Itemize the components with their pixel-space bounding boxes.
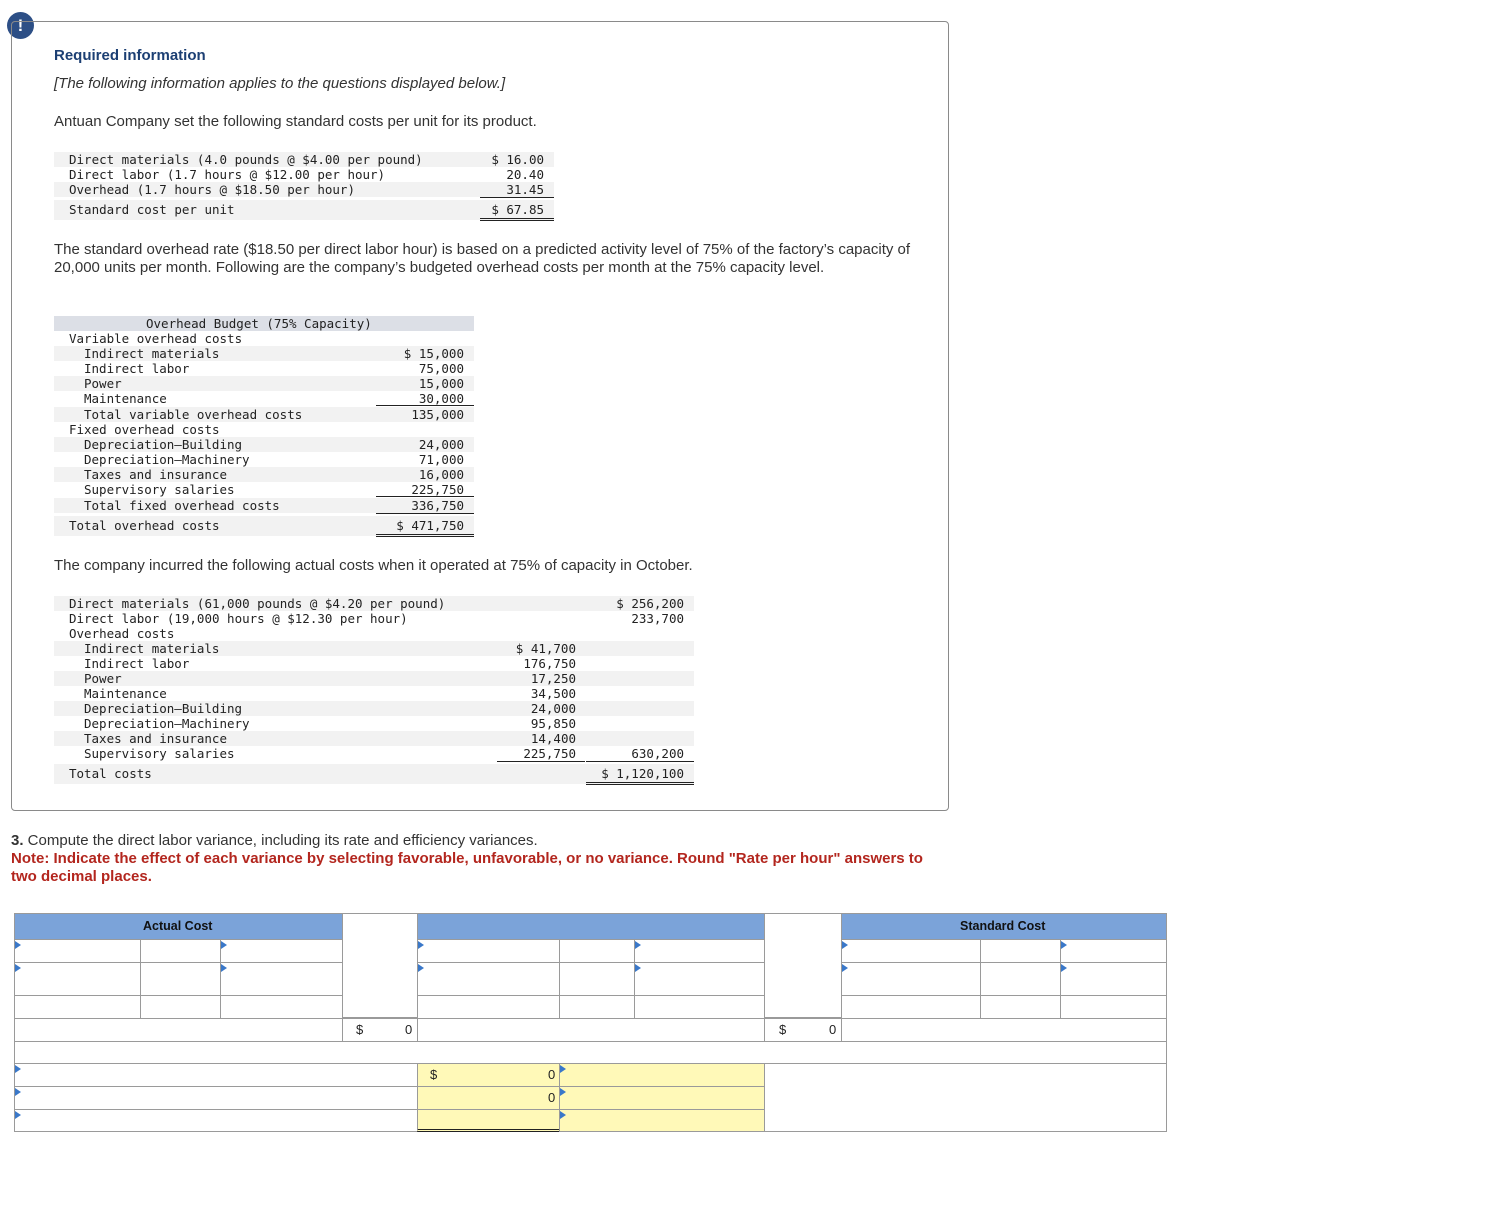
efficiency-variance-effect-dropdown[interactable]	[559, 1086, 765, 1110]
standard-row2-dropdown[interactable]	[841, 962, 981, 996]
dropdown-arrow-icon	[418, 941, 424, 949]
actual-row-materials	[54, 596, 694, 611]
actual-value: 95,850	[530, 716, 576, 731]
dropdown-arrow-icon	[418, 964, 424, 972]
budget-value: $ 15,000	[403, 346, 464, 361]
actual-total-currency: $	[356, 1022, 364, 1037]
actual-row2-dropdown[interactable]	[14, 962, 141, 996]
actual-costs-paragraph: The company incurred the following actual costs when it operated at 75% of capacity in October.	[54, 557, 693, 574]
spacer-row	[14, 1041, 1167, 1064]
actual-overhead-row	[54, 731, 694, 746]
budget-value: 75,000	[418, 361, 464, 376]
standard-rate-dropdown[interactable]	[1060, 939, 1167, 963]
actual-label: Depreciation—Machinery	[84, 716, 250, 731]
total-variance-label-dropdown[interactable]	[14, 1109, 418, 1132]
budget-label: Total overhead costs	[69, 518, 220, 533]
budget-label: Power	[84, 376, 122, 391]
question-note: Note: Indicate the effect of each variance by selecting favorable, unfavorable, or no variance. Round "Rate per hour" answers to two decimal places.	[11, 850, 923, 885]
actual-label: Direct labor (19,000 hours @ $12.30 per hour)	[69, 611, 408, 626]
total-variance-effect-dropdown[interactable]	[559, 1109, 765, 1132]
actual-row2-input[interactable]	[140, 962, 221, 996]
actual-overhead-total: 630,200	[631, 746, 684, 761]
overhead-budget-title	[54, 316, 474, 331]
actual-hours-label-dropdown[interactable]	[14, 939, 141, 963]
budget-row	[54, 346, 474, 361]
required-info-title: Required information	[54, 47, 206, 64]
dropdown-arrow-icon	[635, 941, 641, 949]
budget-row	[54, 361, 474, 376]
budget-label: Depreciation—Machinery	[84, 452, 250, 467]
spacer-col-2	[764, 913, 842, 1018]
actual-value: $ 41,700	[515, 641, 576, 656]
actual-total-value: 0	[405, 1022, 413, 1037]
actual-value: 225,750	[523, 746, 576, 761]
actual-value: 24,000	[530, 701, 576, 716]
actual-rate-label-dropdown[interactable]	[220, 939, 343, 963]
budget-value: 135,000	[411, 407, 464, 422]
budget-total-fixed	[54, 498, 474, 513]
alert-icon: !	[7, 12, 34, 39]
efficiency-variance-label-dropdown[interactable]	[14, 1086, 418, 1110]
actual-value: 34,500	[530, 686, 576, 701]
variable-heading: Variable overhead costs	[69, 331, 243, 346]
standard-hours-input[interactable]	[980, 939, 1061, 963]
std-label: Direct materials (4.0 pounds @ $4.00 per pound)	[69, 152, 423, 167]
actual-overhead-row	[54, 701, 694, 716]
budget-row	[54, 467, 474, 482]
budget-label: Taxes and insurance	[84, 467, 227, 482]
budget-label: Depreciation—Building	[84, 437, 243, 452]
dropdown-arrow-icon	[15, 1065, 21, 1073]
actual-overhead-heading: Overhead costs	[69, 626, 175, 641]
actual-row3-cell	[220, 995, 343, 1019]
middle-row3-cell	[634, 995, 765, 1019]
actual-overhead-row	[54, 686, 694, 701]
dropdown-arrow-icon	[221, 964, 227, 972]
dropdown-arrow-icon	[560, 1111, 566, 1119]
actual-value: 17,250	[530, 671, 576, 686]
budget-label: Indirect materials	[84, 346, 220, 361]
budget-row	[54, 391, 474, 406]
actual-overhead-row	[54, 671, 694, 686]
standard-row2-input[interactable]	[980, 962, 1061, 996]
actual-label: Power	[84, 671, 122, 686]
total-variance-amount[interactable]	[417, 1109, 560, 1132]
dropdown-arrow-icon	[635, 964, 641, 972]
standard-total-currency: $	[779, 1022, 787, 1037]
question-text	[11, 832, 538, 849]
budget-value: 16,000	[418, 467, 464, 482]
actual-label: Indirect materials	[84, 641, 220, 656]
actual-overhead-row	[54, 746, 694, 761]
totals-row-left	[14, 1018, 343, 1042]
std-value: 31.45	[506, 182, 544, 197]
actual-value: 176,750	[523, 656, 576, 671]
actual-value: $ 256,200	[616, 596, 684, 611]
fixed-heading: Fixed overhead costs	[69, 422, 220, 437]
budget-label: Total variable overhead costs	[84, 407, 303, 422]
budget-value: 225,750	[411, 482, 464, 497]
middle-row2-dropdown[interactable]	[417, 962, 560, 996]
middle-header	[417, 913, 765, 940]
std-row-materials	[54, 152, 554, 167]
standard-total-value: 0	[829, 1022, 837, 1037]
dropdown-arrow-icon	[560, 1065, 566, 1073]
middle-row2-rate-input[interactable]	[634, 962, 765, 996]
standard-row3-cell	[980, 995, 1061, 1019]
totals-row-right	[841, 1018, 1167, 1042]
actual-label: Maintenance	[84, 686, 167, 701]
dropdown-arrow-icon	[1061, 941, 1067, 949]
budget-value: $ 471,750	[396, 518, 464, 533]
budget-row	[54, 376, 474, 391]
actual-label: Depreciation—Building	[84, 701, 243, 716]
actual-value: $ 1,120,100	[601, 766, 684, 781]
std-label: Direct labor (1.7 hours @ $12.00 per hour)	[69, 167, 386, 182]
middle-row3-cell	[417, 995, 560, 1019]
actual-value: 14,400	[530, 731, 576, 746]
dropdown-arrow-icon	[842, 941, 848, 949]
actual-value: 233,700	[631, 611, 684, 626]
dropdown-arrow-icon	[560, 1088, 566, 1096]
actual-overhead-row	[54, 641, 694, 656]
overhead-rate-paragraph: The standard overhead rate ($18.50 per direct labor hour) is based on a predicted activity level of 75% of the factory’s capacity of 20,000 units per month. Following are the company’s budgeted overhead costs per month at the 75% capacity level.	[54, 241, 911, 276]
budget-label: Supervisory salaries	[84, 482, 235, 497]
budget-value: 15,000	[418, 376, 464, 391]
std-value: $ 67.85	[491, 202, 544, 217]
dropdown-arrow-icon	[221, 941, 227, 949]
std-value: $ 16.00	[491, 152, 544, 167]
actual-label: Supervisory salaries	[84, 746, 235, 761]
spacer-col-1	[342, 913, 418, 1018]
actual-cost-header-label: Actual Cost	[143, 919, 213, 933]
actual-label: Direct materials (61,000 pounds @ $4.20 per pound)	[69, 596, 446, 611]
question-body: Compute the direct labor variance, including its rate and efficiency variances.	[23, 832, 538, 849]
rate-variance-label-dropdown[interactable]	[14, 1063, 418, 1087]
rate-variance-currency: $	[430, 1067, 438, 1082]
standard-cost-header-label: Standard Cost	[960, 919, 1046, 933]
standard-row3-cell	[841, 995, 981, 1019]
middle-row2-input[interactable]	[559, 962, 635, 996]
actual-overhead-row	[54, 716, 694, 731]
actual-label: Indirect labor	[84, 656, 190, 671]
dropdown-arrow-icon	[15, 964, 21, 972]
dropdown-arrow-icon	[842, 964, 848, 972]
totals-row-middle	[417, 1018, 765, 1042]
budget-row	[54, 482, 474, 497]
efficiency-variance-value: 0	[548, 1090, 556, 1105]
actual-row-labor	[54, 611, 694, 626]
dropdown-arrow-icon	[15, 1088, 21, 1096]
standard-row3-cell	[1060, 995, 1167, 1019]
budget-value: 71,000	[418, 452, 464, 467]
budget-label: Total fixed overhead costs	[84, 498, 280, 513]
budget-total-variable	[54, 407, 474, 422]
dropdown-arrow-icon	[15, 941, 21, 949]
intro-text: Antuan Company set the following standard costs per unit for its product.	[54, 113, 537, 130]
std-row-overhead	[54, 182, 554, 197]
budget-total-overhead	[54, 516, 474, 536]
budget-row	[54, 452, 474, 467]
actual-hours-input[interactable]	[140, 939, 221, 963]
actual-label: Total costs	[69, 766, 152, 781]
budget-value: 336,750	[411, 498, 464, 513]
middle-row3-cell	[559, 995, 635, 1019]
actual-row-total	[54, 764, 694, 784]
middle-rate-dropdown[interactable]	[634, 939, 765, 963]
std-label: Overhead (1.7 hours @ $18.50 per hour)	[69, 182, 355, 197]
rate-variance-value: 0	[548, 1067, 556, 1082]
std-label: Standard cost per unit	[69, 202, 235, 217]
budget-value: 30,000	[418, 391, 464, 406]
standard-row2-rate-input[interactable]	[1060, 962, 1167, 996]
question-number: 3.	[11, 832, 24, 849]
actual-row2-rate-input[interactable]	[220, 962, 343, 996]
actual-label: Taxes and insurance	[84, 731, 227, 746]
budget-title-text: Overhead Budget (75% Capacity)	[146, 316, 372, 331]
actual-row3-cell	[14, 995, 141, 1019]
std-row-labor	[54, 167, 554, 182]
efficiency-variance-amount[interactable]	[417, 1086, 560, 1110]
budget-label: Maintenance	[84, 391, 167, 406]
rate-variance-amount[interactable]	[417, 1063, 560, 1087]
dropdown-arrow-icon	[1061, 964, 1067, 972]
budget-row	[54, 437, 474, 452]
std-value: 20.40	[506, 167, 544, 182]
middle-input[interactable]	[559, 939, 635, 963]
budget-value: 24,000	[418, 437, 464, 452]
dropdown-arrow-icon	[15, 1111, 21, 1119]
middle-label-dropdown[interactable]	[417, 939, 560, 963]
actual-row3-cell	[140, 995, 221, 1019]
variance-right-blank	[764, 1063, 1167, 1132]
required-info-subtitle: [The following information applies to the questions displayed below.]	[54, 75, 506, 92]
budget-label: Indirect labor	[84, 361, 190, 376]
standard-hours-label-dropdown[interactable]	[841, 939, 981, 963]
actual-overhead-row	[54, 656, 694, 671]
std-row-total	[54, 200, 554, 220]
rate-variance-effect-dropdown[interactable]	[559, 1063, 765, 1087]
